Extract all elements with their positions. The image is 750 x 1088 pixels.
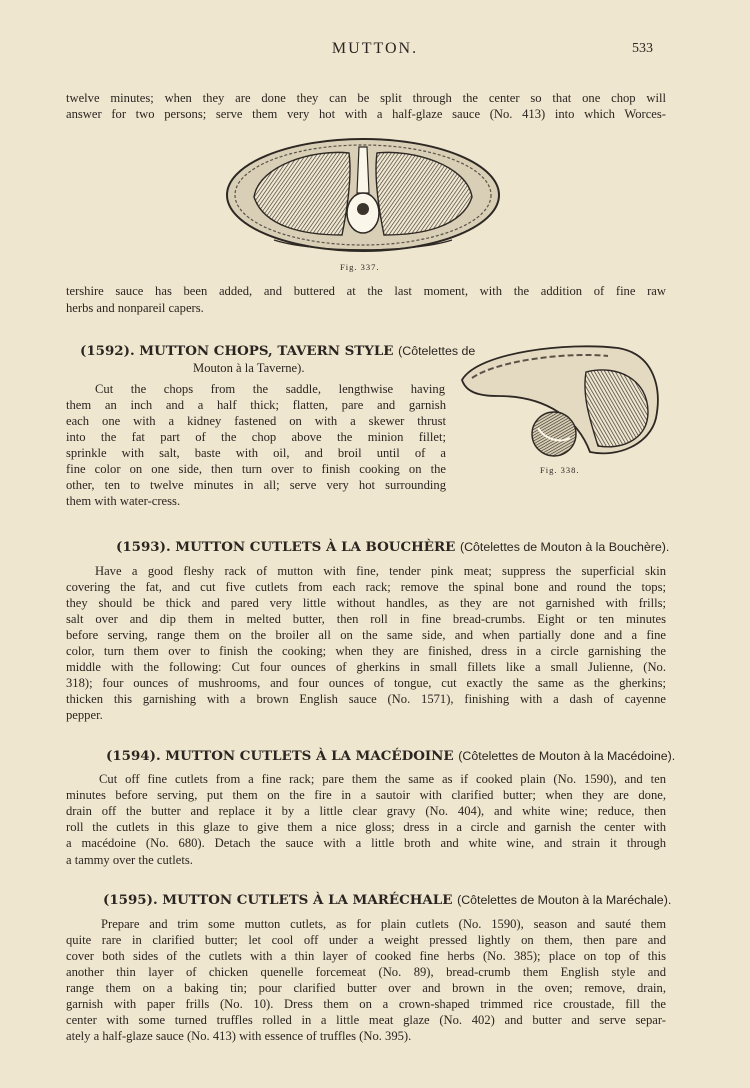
body-line: minutes before serving, put them on the fire in a sautoir with clarified butter; when they are done, [66, 788, 666, 802]
recipe-french-title-continued: Mouton à la Taverne). [193, 361, 305, 375]
body-line: middle with the following: Cut four ounces of gherkins in small fillets like a small Julienne, (No. [66, 660, 666, 674]
recipe-title: MUTTON CUTLETS À LA MARÉCHALE [162, 892, 453, 908]
body-line: they should be thick and pared very little without handles, as they are not garnished with frills; [66, 596, 666, 610]
body-line: into the fat part of the chop above the minion fillet; [66, 430, 446, 444]
recipe-heading [106, 748, 675, 764]
tavern-chop-illustration [458, 340, 664, 464]
body-line: ately a half-glaze sauce (No. 413) with essence of truffles (No. 395). [66, 1029, 412, 1043]
body-line: other, ten to twelve minutes in all; serve very hot surrounding [66, 478, 446, 492]
body-line: range them on a baking tin; pour clarified butter over and brown in the oven; remove, drain, [66, 981, 666, 995]
body-line: before serving, range them on the broiler all on the same side, and when partially done and a fine [66, 628, 666, 642]
recipe-heading [80, 343, 475, 359]
body-line: 318); four ounces of mushrooms, and four ounces of tongue, cut exactly the same as the gherkins; [66, 676, 666, 690]
recipe-french-title: (Côtelettes de Mouton à la Maréchale). [457, 893, 672, 907]
recipe-number: (1592). [80, 343, 135, 359]
body-line: thicken this garnishing with a brown English sauce (No. 1571), finishing with a dash of cayenne [66, 692, 666, 706]
body-line: cover both sides of the cutlets with a thin layer of cooked fine herbs (No. 385); place on top of this [66, 949, 666, 963]
body-line: them with water-cress. [66, 494, 181, 508]
body-line: them an inch and a half thick; flatten, pare and garnish [66, 398, 446, 412]
body-line: color, turn them over to finish the cooking; when they are finished, dress in a circle garnishing the [66, 644, 666, 658]
body-line: roll the cutlets in this glaze to give them a nice gloss; dress in a circle and garnish the center with [66, 820, 666, 834]
recipe-french-title: (Côtelettes de Mouton à la Macédoine). [458, 749, 676, 763]
recipe-title: MUTTON CHOPS, TAVERN STYLE [139, 343, 394, 359]
body-line: salt over and dip them in melted butter, then roll in fine bread-crumbs. Eight or ten minutes [66, 612, 666, 626]
body-line: sprinkle with salt, baste with oil, and broil until of a [66, 446, 446, 460]
body-line: fine color on one side, then turn over to finish cooking on the [66, 462, 446, 476]
body-line: drain off the butter and replace it by a little clear gravy (No. 404), and white wine; reduce, then [66, 804, 666, 818]
recipe-title: MUTTON CUTLETS À LA BOUCHÈRE [175, 539, 456, 555]
recipe-heading [116, 539, 669, 555]
recipe-number: (1594). [106, 748, 161, 764]
running-header-title: MUTTON. [331, 40, 419, 57]
body-line: Cut the chops from the saddle, lengthwise having [95, 382, 445, 396]
page-number: 533 [632, 41, 653, 56]
body-line: garnish with paper frills (No. 10). Dress them on a crown-shaped trimmed rice croustade, fill the [66, 997, 666, 1011]
saddle-of-mutton-illustration [224, 135, 502, 259]
body-line: another thin layer of chicken quenelle forcemeat (No. 89), bread-crumb them English style and [66, 965, 666, 979]
body-line: tershire sauce has been added, and buttered at the last moment, with the addition of fine raw [66, 284, 666, 298]
body-line: a macédoine (No. 680). Detach the sauce with a little broth and white wine, and strain it through [66, 836, 666, 850]
body-line: quite rare in clarified butter; let cool off under a weight pressed lightly on them, then pare and [66, 933, 666, 947]
body-line: a tammy over the cutlets. [66, 853, 193, 867]
body-line: twelve minutes; when they are done they can be split through the center so that one chop will [66, 91, 666, 105]
body-line: center with some turned truffles rolled in a little meat glaze (No. 402) and butter and serve separ- [66, 1013, 666, 1027]
recipe-number: (1593). [116, 539, 171, 555]
body-line: Cut off fine cutlets from a fine rack; pare them the same as if cooked plain (No. 1590), and ten [99, 772, 666, 786]
recipe-heading [103, 892, 671, 908]
body-line: herbs and nonpareil capers. [66, 301, 204, 315]
recipe-number: (1595). [103, 892, 158, 908]
figure-337-caption: Fig. 337. [340, 262, 380, 272]
body-line: answer for two persons; serve them very hot with a half-glaze sauce (No. 413) into which Worces- [66, 107, 666, 121]
recipe-french-title: (Côtelettes de [398, 344, 476, 358]
recipe-french-title: (Côtelettes de Mouton à la Bouchère). [459, 540, 670, 554]
body-line: each one with a kidney fastened on with a skewer thrust [66, 414, 446, 428]
body-line: Have a good fleshy rack of mutton with fine, tender pink meat; suppress the superficial skin [95, 564, 666, 578]
body-line: Prepare and trim some mutton cutlets, as for plain cutlets (No. 1590), season and sauté them [101, 917, 666, 931]
body-line: covering the fat, and cut five cutlets from each rack; remove the spinal bone and round the tops; [66, 580, 666, 594]
body-line: pepper. [66, 708, 103, 722]
recipe-title: MUTTON CUTLETS À LA MACÉDOINE [165, 748, 454, 764]
figure-338-caption: Fig. 338. [540, 465, 580, 475]
